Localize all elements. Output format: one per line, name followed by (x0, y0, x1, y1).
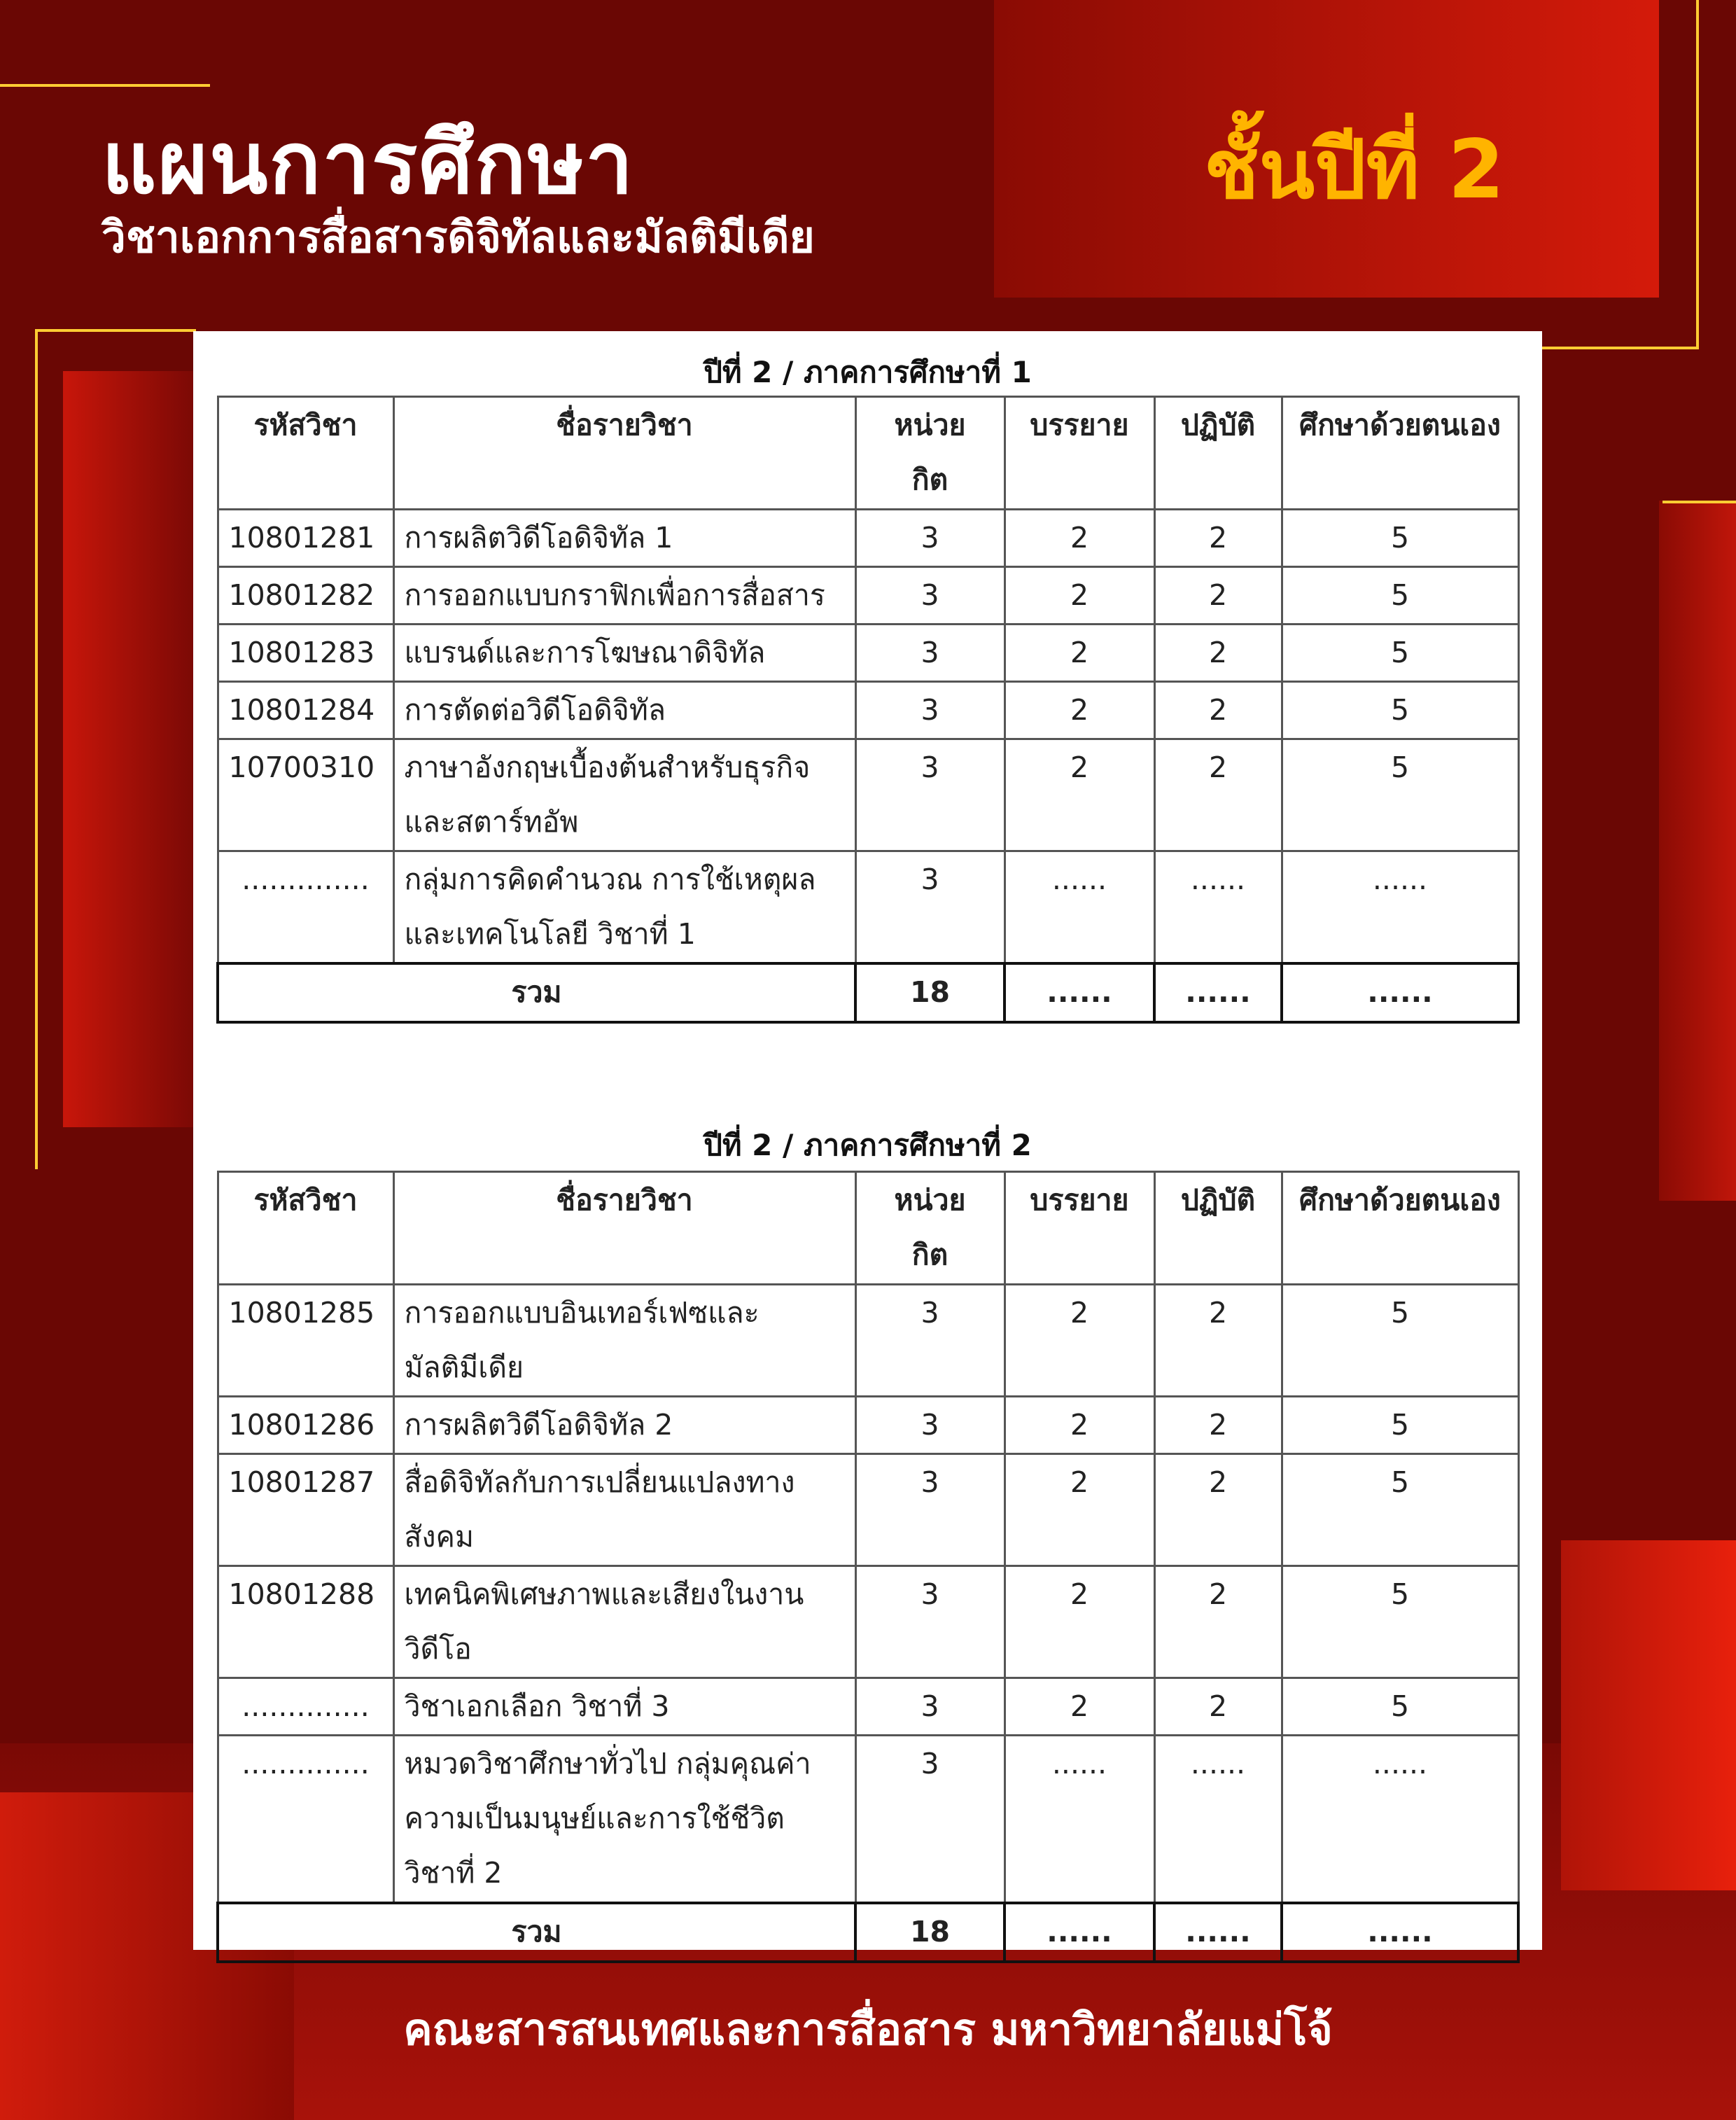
table-header (218, 1172, 1518, 1285)
total-row (218, 963, 1518, 1022)
course-name: แบรนด์และการโฆษณาดิจิทัล (393, 625, 855, 682)
practice-hours: 2 (1154, 625, 1282, 682)
practice-hours: 2 (1154, 510, 1282, 567)
semester-2-table (216, 1171, 1520, 1963)
lecture-hours: 2 (1004, 1397, 1154, 1454)
credits: 3 (855, 1454, 1004, 1566)
table-row (218, 625, 1518, 682)
total-self: ...... (1282, 1903, 1518, 1962)
accent-line (0, 84, 210, 87)
table-row (218, 1454, 1518, 1566)
course-name: กลุ่มการคิดคำนวณ การใช้เหตุผลและเทคโนโลยี วิชาที่ 1 (393, 851, 855, 964)
total-credits: 18 (855, 963, 1004, 1022)
self-study-hours: 5 (1282, 1285, 1518, 1397)
table-row (218, 1285, 1518, 1397)
lecture-hours: 2 (1004, 625, 1154, 682)
lecture-hours: 2 (1004, 1454, 1154, 1566)
course-name: หมวดวิชาศึกษาทั่วไป กลุ่มคุณค่าความเป็นมนุษย์และการใช้ชีวิต วิชาที่ 2 (393, 1736, 855, 1904)
course-code: .............. (218, 1678, 393, 1736)
course-code: 10801286 (218, 1397, 393, 1454)
accent-line (1662, 501, 1736, 503)
course-name: การออกแบบกราฟิกเพื่อการสื่อสาร (393, 567, 855, 625)
practice-hours: 2 (1154, 1678, 1282, 1736)
page-title: แผนการศึกษา (102, 113, 635, 213)
column-header: บรรยาย (1004, 1172, 1154, 1285)
bg-block (1561, 1540, 1736, 1890)
credits: 3 (855, 739, 1004, 851)
course-name: การผลิตวิดีโอดิจิทัล 2 (393, 1397, 855, 1454)
self-study-hours: 5 (1282, 1566, 1518, 1678)
table-row (218, 682, 1518, 739)
credits: 3 (855, 1566, 1004, 1678)
accent-line (1540, 347, 1698, 349)
column-header: หน่วยกิต (855, 397, 1004, 510)
column-header: บรรยาย (1004, 397, 1154, 510)
self-study-hours: ...... (1282, 1736, 1518, 1904)
total-credits: 18 (855, 1903, 1004, 1962)
lecture-hours: 2 (1004, 682, 1154, 739)
practice-hours: 2 (1154, 682, 1282, 739)
column-header: ปฏิบัติ (1154, 397, 1282, 510)
self-study-hours: 5 (1282, 682, 1518, 739)
table-header (218, 397, 1518, 510)
lecture-hours: 2 (1004, 567, 1154, 625)
credits: 3 (855, 625, 1004, 682)
practice-hours: 2 (1154, 1285, 1282, 1397)
credits: 3 (855, 567, 1004, 625)
column-header: หน่วยกิต (855, 1172, 1004, 1285)
study-plan-panel (193, 331, 1542, 1950)
course-code: 10801283 (218, 625, 393, 682)
table-row (218, 851, 1518, 964)
semester-1-table (216, 396, 1520, 1024)
self-study-hours: 5 (1282, 1397, 1518, 1454)
course-name: การออกแบบอินเทอร์เฟซและมัลติมีเดีย (393, 1285, 855, 1397)
table-row (218, 1678, 1518, 1736)
semester-title: ปีที่ 2 / ภาคการศึกษาที่ 2 (704, 1128, 1032, 1162)
self-study-hours: 5 (1282, 1678, 1518, 1736)
table-row (218, 510, 1518, 567)
footer-faculty: คณะสารสนเทศและการสื่อสาร มหาวิทยาลัยแม่โจ้ (403, 2004, 1333, 2055)
practice-hours: 2 (1154, 1454, 1282, 1566)
credits: 3 (855, 1736, 1004, 1904)
credits: 3 (855, 1678, 1004, 1736)
total-lecture: ...... (1004, 963, 1154, 1022)
lecture-hours: ...... (1004, 851, 1154, 964)
lecture-hours: ...... (1004, 1736, 1154, 1904)
column-header: รหัสวิชา (218, 1172, 393, 1285)
course-name: วิชาเอกเลือก วิชาที่ 3 (393, 1678, 855, 1736)
self-study-hours: 5 (1282, 567, 1518, 625)
accent-line (1696, 0, 1699, 349)
column-header: ชื่อรายวิชา (393, 1172, 855, 1285)
self-study-hours: 5 (1282, 510, 1518, 567)
total-practice: ...... (1154, 1903, 1282, 1962)
practice-hours: 2 (1154, 739, 1282, 851)
lecture-hours: 2 (1004, 1285, 1154, 1397)
column-header: ปฏิบัติ (1154, 1172, 1282, 1285)
column-header: ศึกษาด้วยตนเอง (1282, 397, 1518, 510)
column-header: ศึกษาด้วยตนเอง (1282, 1172, 1518, 1285)
table-row (218, 1397, 1518, 1454)
course-code: .............. (218, 851, 393, 964)
credits: 3 (855, 1397, 1004, 1454)
year-label: ชั้นปีที่ 2 (1204, 123, 1505, 217)
course-name: สื่อดิจิทัลกับการเปลี่ยนแปลงทางสังคม (393, 1454, 855, 1566)
credits: 3 (855, 851, 1004, 964)
total-row (218, 1903, 1518, 1962)
table-row (218, 1736, 1518, 1904)
table-row (218, 1566, 1518, 1678)
bg-block (63, 371, 196, 1127)
practice-hours: 2 (1154, 1397, 1282, 1454)
course-name: เทคนิคพิเศษภาพและเสียงในงานวิดีโอ (393, 1566, 855, 1678)
accent-line (35, 329, 196, 332)
semester-title: ปีที่ 2 / ภาคการศึกษาที่ 1 (704, 355, 1032, 389)
table-row (218, 739, 1518, 851)
self-study-hours: 5 (1282, 1454, 1518, 1566)
course-name: ภาษาอังกฤษเบื้องต้นสำหรับธุรกิจและสตาร์ทอัพ (393, 739, 855, 851)
accent-line (35, 329, 38, 1169)
practice-hours: 2 (1154, 1566, 1282, 1678)
self-study-hours: 5 (1282, 739, 1518, 851)
course-code: 10700310 (218, 739, 393, 851)
course-code: 10801287 (218, 1454, 393, 1566)
total-lecture: ...... (1004, 1903, 1154, 1962)
practice-hours: 2 (1154, 567, 1282, 625)
lecture-hours: 2 (1004, 1678, 1154, 1736)
page-subtitle: วิชาเอกการสื่อสารดิจิทัลและมัลติมีเดีย (102, 211, 815, 263)
total-label: รวม (218, 963, 855, 1022)
total-practice: ...... (1154, 963, 1282, 1022)
lecture-hours: 2 (1004, 739, 1154, 851)
total-self: ...... (1282, 963, 1518, 1022)
course-code: 10801284 (218, 682, 393, 739)
credits: 3 (855, 1285, 1004, 1397)
bg-block (1659, 501, 1736, 1201)
course-name: การผลิตวิดีโอดิจิทัล 1 (393, 510, 855, 567)
course-code: 10801288 (218, 1566, 393, 1678)
practice-hours: ...... (1154, 1736, 1282, 1904)
self-study-hours: 5 (1282, 625, 1518, 682)
course-code: .............. (218, 1736, 393, 1904)
practice-hours: ...... (1154, 851, 1282, 964)
table-row (218, 567, 1518, 625)
credits: 3 (855, 510, 1004, 567)
lecture-hours: 2 (1004, 1566, 1154, 1678)
total-label: รวม (218, 1903, 855, 1962)
course-name: การตัดต่อวิดีโอดิจิทัล (393, 682, 855, 739)
course-code: 10801282 (218, 567, 393, 625)
column-header: ชื่อรายวิชา (393, 397, 855, 510)
credits: 3 (855, 682, 1004, 739)
column-header: รหัสวิชา (218, 397, 393, 510)
course-code: 10801285 (218, 1285, 393, 1397)
self-study-hours: ...... (1282, 851, 1518, 964)
course-code: 10801281 (218, 510, 393, 567)
lecture-hours: 2 (1004, 510, 1154, 567)
